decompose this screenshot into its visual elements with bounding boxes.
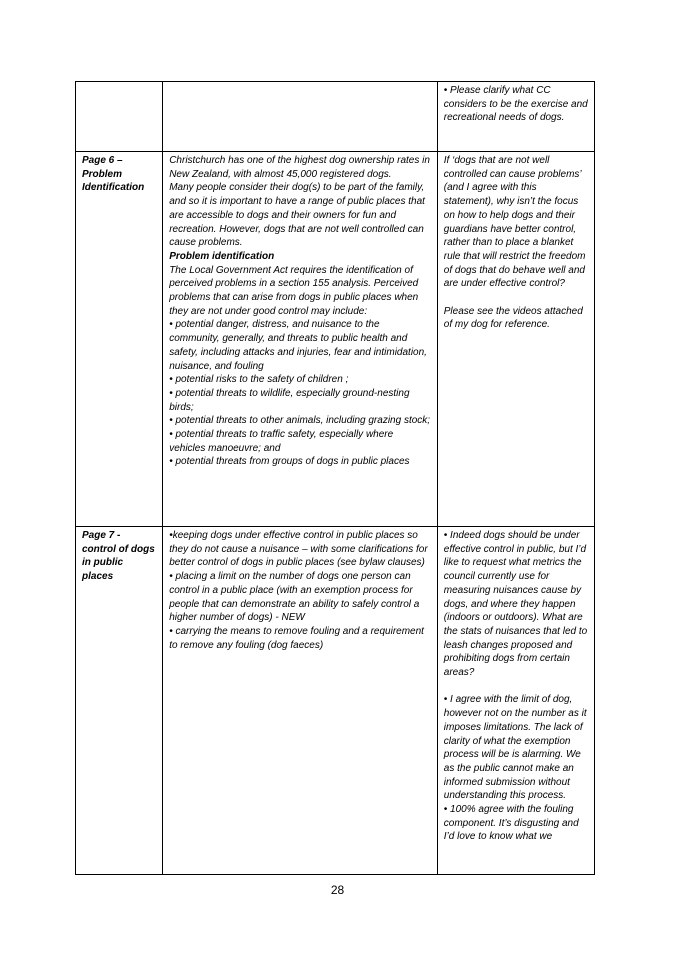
- proposal-cell: [163, 527, 438, 875]
- proposal-bullet: • potential danger, distress, and nuisance to the community, generally, and threats to public health and safety, including attacks and injuries, fear and intimidation, nuisance, and fouling: [169, 319, 427, 372]
- proposal-bullet: • potential threats from groups of dogs in public places: [169, 456, 410, 468]
- section-cell: [76, 527, 163, 875]
- table-row: [76, 82, 595, 152]
- comment-paragraph: • Indeed dogs should be under effective control in public, but I’d like to request what metrics the council currently use for measuring nuisances cause by dogs, and where they happen (indoors or outdoors). What are the stats of nuisances that led to leash changes proposed and prohibiting dogs from certain areas?: [443, 530, 588, 679]
- proposal-cell: [163, 152, 438, 527]
- proposal-bullet: •keeping dogs under effective control in public places so they do not cause a nuisance – with some clarifications for better control of dogs in public places (see bylaw clauses): [169, 530, 428, 569]
- proposal-heading: Problem identification: [169, 250, 275, 262]
- proposal-paragraph: The Local Government Act requires the identification of perceived problems in a section 155 analysis. Perceived problems that can arise from dogs in public places when they are not under good control may include:: [169, 264, 419, 317]
- page-number: 28: [330, 883, 345, 897]
- proposal-bullet: • potential threats to wildlife, especially ground-nesting birds;: [169, 387, 410, 413]
- proposal-bullet: • carrying the means to remove fouling and a requirement to remove any fouling (dog faeces): [169, 625, 424, 651]
- comment-paragraph: • I agree with the limit of dog, however not on the number as it imposes limitations. The lack of clarity of what the exemption process will be is alarming. We as the public cannot make an informed submission without understanding this process.: [443, 694, 587, 802]
- table-row: [76, 527, 595, 875]
- comment-paragraph: Please see the videos attached of my dog for reference.: [443, 305, 583, 331]
- comment-paragraph: If ‘dogs that are not well controlled can cause problems’ (and I agree with this statement), why isn’t the focus on how to help dogs and their guardians have better control, rather than to place a blanket rule that will restrict the freedom of dogs that do behave well and are under effective control?: [443, 155, 586, 290]
- proposal-bullet: • potential risks to the safety of children ;: [169, 374, 349, 386]
- section-label: Page 7 - control of dogs in public places: [82, 530, 155, 583]
- proposal-bullet: • potential threats to traffic safety, especially where vehicles manoeuvre; and: [169, 429, 394, 454]
- comment-cell: [437, 82, 594, 152]
- proposal-paragraph: Many people consider their dog(s) to be part of the family, and so it is important to have a range of public places that are accessible to dogs and their owners for fun and recreation. However, dogs that are not well controlled can cause problems.: [169, 182, 425, 249]
- proposal-bullet: • potential threats to other animals, including grazing stock;: [169, 415, 431, 427]
- proposal-paragraph: Christchurch has one of the highest dog ownership rates in New Zealand, with almost 45,000 registered dogs.: [169, 155, 430, 180]
- proposal-bullet: • placing a limit on the number of dogs one person can control in a public place (with an exemption process for people that can demonstrate an ability to safely control a higher number of dogs) - NEW: [169, 571, 420, 624]
- table-row: [76, 152, 595, 527]
- section-label: Page 6 – Problem Identification: [82, 155, 145, 194]
- comment-cell: [437, 527, 594, 875]
- submission-table: [75, 81, 595, 875]
- comment-text: • Please clarify what CC considers to be the exercise and recreational needs of dogs.: [443, 85, 588, 124]
- proposal-cell: [163, 82, 438, 152]
- comment-cell: [437, 152, 594, 527]
- comment-paragraph: • 100% agree with the fouling component. It’s disgusting and I’d love to know what we: [443, 804, 579, 843]
- section-cell: [76, 152, 163, 527]
- section-cell: [76, 82, 163, 152]
